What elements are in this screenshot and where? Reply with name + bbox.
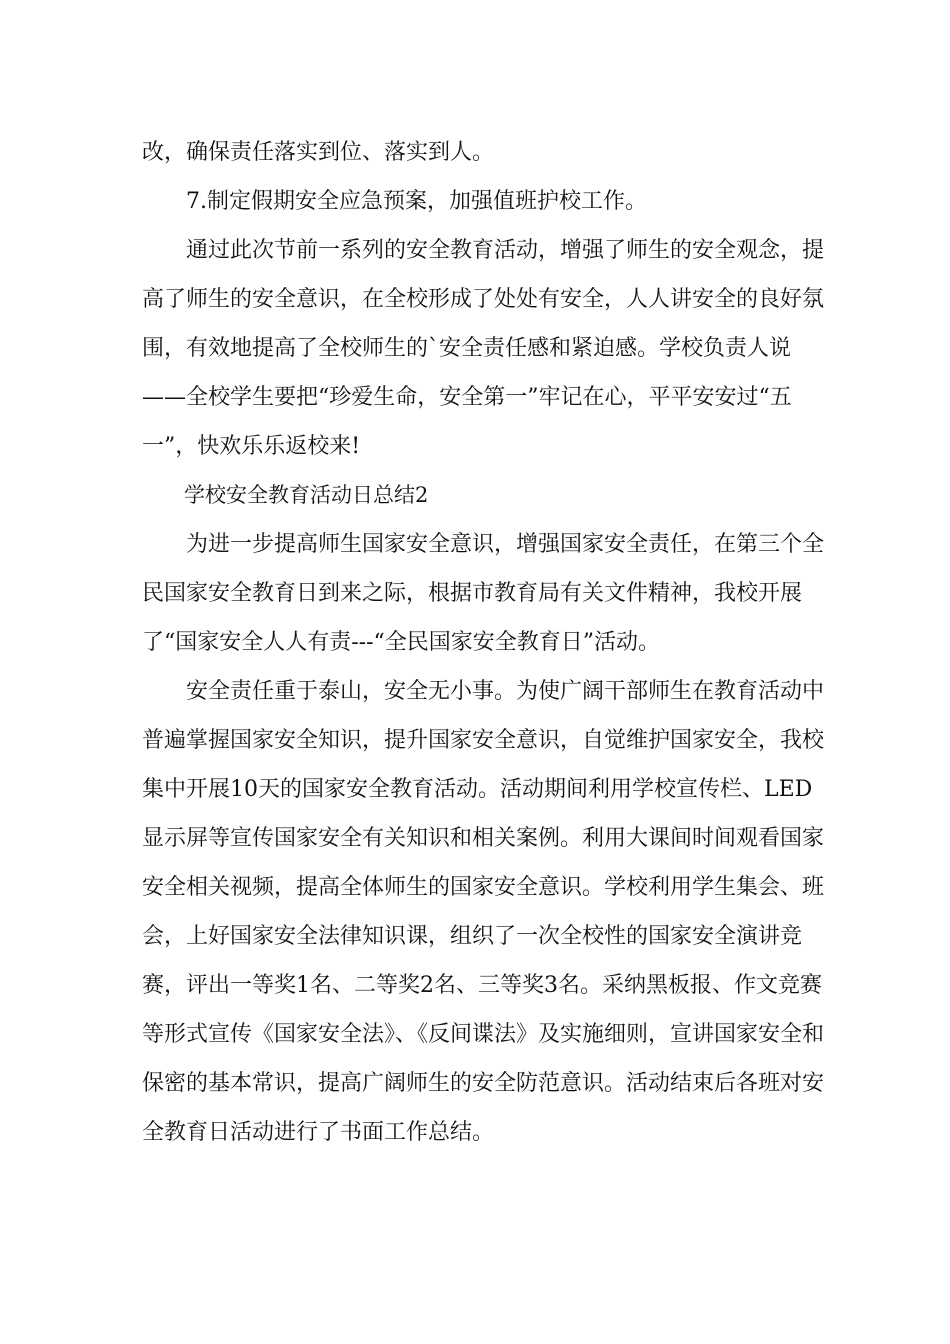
paragraph-continuation: 改，确保责任落实到位、落实到人。 [142,140,495,165]
paragraph-item-7: 7.制定假期安全应急预案，加强值班护校工作。 [186,189,647,214]
document-body [142,128,832,1157]
paragraph-summary: 通过此次节前一系列的安全教育活动，增强了师生的安全观念，提高了师生的安全意识，在全校形成了处处有安全，人人讲安全的良好氛围，有效地提高了全校师生的`安全责任感和紧迫感。学校负责人说——全校学生要把“珍爱生命，安全第一”牢记在心，平平安安过“五一”，快欢乐乐返校来! [142,238,825,459]
section-heading: 学校安全教育活动日总结2 [184,483,429,507]
paragraph-intro: 为进一步提高师生国家安全意识，增强国家安全责任，在第三个全民国家安全教育日到来之际，根据市教育局有关文件精神，我校开展了“国家安全人人有责---“全民国家安全教育日”活动。 [142,532,825,655]
paragraph-activities: 安全责任重于泰山，安全无小事。为使广阔干部师生在教育活动中普遍掌握国家安全知识，提升国家安全意识，自觉维护国家安全，我校集中开展10天的国家安全教育活动。活动期间利用学校宣传栏、LED显示屏等宣传国家安全有关知识和相关案例。利用大课间时间观看国家安全相关视频，提高全体师生的国家安全意识。学校利用学生集会、班会，上好国家安全法律知识课，组织了一次全校性的国家安全演讲竞赛，评出一等奖1名、二等奖2名、三等奖3名。采纳黑板报、作文竞赛等形式宣传《国家安全法》、《反间谍法》及实施细则，宣讲国家安全和保密的基本常识，提高广阔师生的安全防范意识。活动结束后各班对安全教育日活动进行了书面工作总结。 [142,679,825,1145]
